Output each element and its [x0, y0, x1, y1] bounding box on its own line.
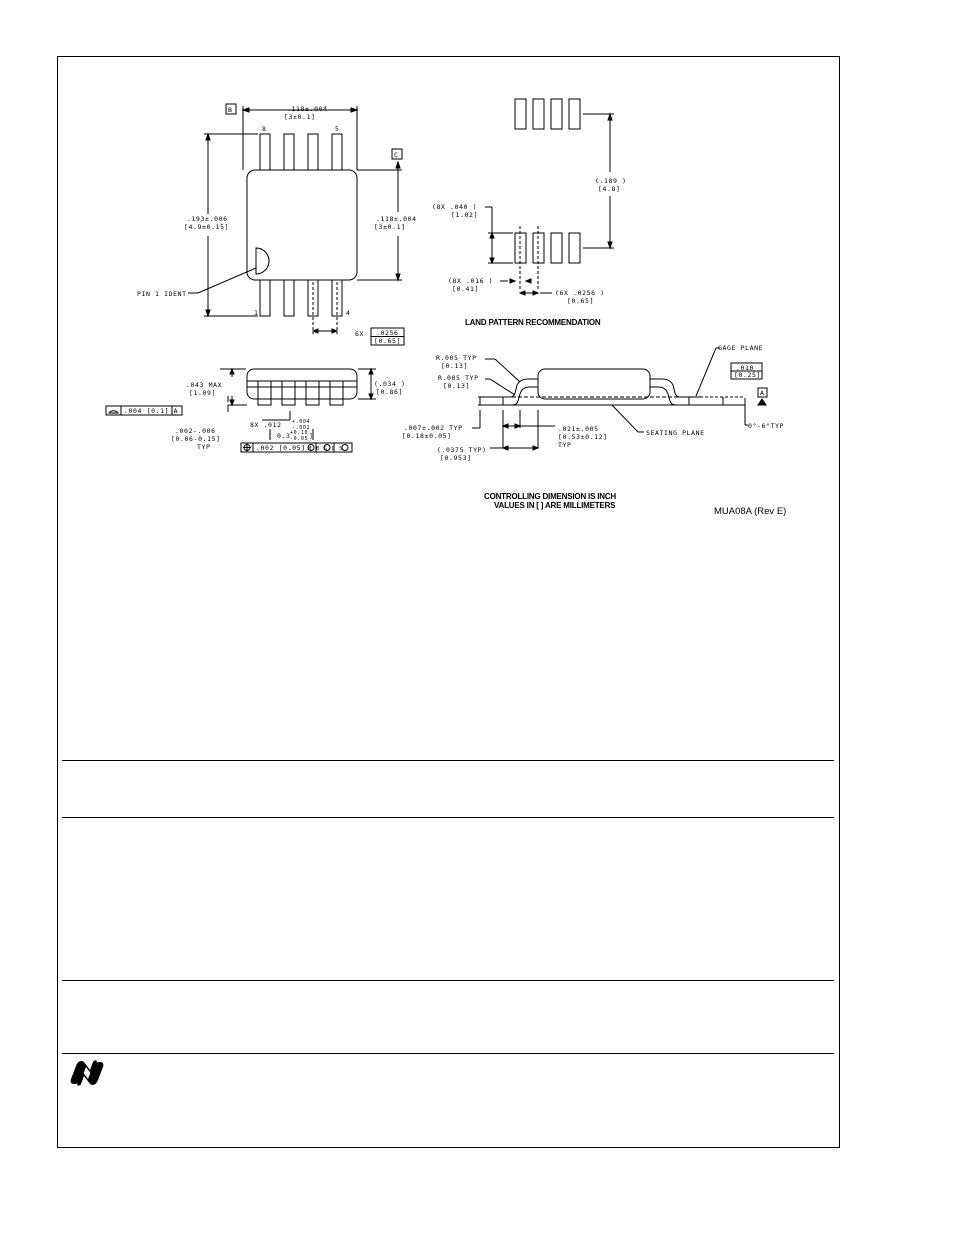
datum-b-label: B	[228, 106, 233, 114]
foot-ref-in: (.0375 TYP)	[437, 446, 487, 454]
width-dim-in: .118±.004	[287, 105, 328, 113]
datum-a-label: A	[760, 389, 765, 397]
lead-bottom-1	[260, 280, 270, 316]
gage-in: .010	[736, 364, 755, 372]
land-pad	[551, 99, 562, 129]
foot-length-typ: TYP	[558, 441, 572, 449]
pin-1-label: 1	[254, 309, 259, 317]
gull-wing-lead-right	[650, 379, 689, 405]
lead-front	[330, 381, 343, 405]
gage-mm: [0.25]	[734, 371, 762, 379]
height-mm: [1.09]	[189, 389, 217, 397]
lead-width-mm-close: ]	[309, 432, 314, 440]
land-pad-w-mm: [0.41]	[452, 285, 480, 293]
standoff-mm: [0.06-0.15]	[171, 435, 221, 443]
lead-front	[282, 381, 295, 405]
lead-thickness-mm: [0.18±0.05]	[402, 432, 452, 440]
land-pitch-in: (6X .0256 )	[555, 289, 605, 297]
datum-c-label: C	[394, 151, 399, 159]
angle-label: 0°-6°TYP	[748, 422, 785, 430]
pin1-ident-mark	[256, 248, 269, 274]
note-controlling-dimension: CONTROLLING DIMENSION IS INCH	[484, 492, 616, 501]
gull-wing-lead-left	[503, 379, 538, 405]
side-view	[472, 348, 767, 450]
package-body-front	[247, 369, 357, 399]
pin-8-label: 8	[262, 125, 267, 133]
land-pad	[569, 233, 580, 263]
lead-front	[306, 381, 319, 405]
drawing-labels	[124, 105, 786, 517]
pin-5-label: 5	[335, 125, 340, 133]
body-height-in: (.034 )	[374, 380, 406, 388]
section-divider	[62, 760, 834, 761]
body-dim-mm: [3±0.1]	[374, 223, 406, 231]
section-divider	[62, 817, 834, 818]
width-dim-mm: [3±0.1]	[284, 113, 316, 121]
lead-top-7	[284, 134, 294, 170]
lead-width-tol-bot: -.002	[292, 425, 311, 431]
standoff-typ: TYP	[197, 443, 211, 451]
drawing-id: MUA08A (Rev E)	[714, 506, 787, 517]
national-semiconductor-logo-icon	[70, 1058, 104, 1088]
lead-top-5	[332, 134, 342, 170]
land-pad	[569, 99, 580, 129]
foot-length-mm: [0.53±0.12]	[558, 433, 608, 441]
land-pad	[551, 233, 562, 263]
land-pad-len-mm: [1.02]	[451, 211, 479, 219]
seating-plane-label: SEATING PLANE	[646, 429, 705, 437]
radius-outer-mm: [0.13]	[441, 362, 469, 370]
package-body-side	[538, 369, 650, 399]
note-millimeters: VALUES IN [ ] ARE MILLIMETERS	[494, 501, 616, 510]
radius-inner: R.005 TYP	[438, 374, 479, 382]
land-span-in: (.189 )	[595, 177, 627, 185]
lead-width-mm-tol-top: +0.10	[290, 430, 309, 436]
land-pattern	[485, 99, 614, 295]
lead-top-6	[308, 134, 318, 170]
length-dim-in: .193±.006	[187, 215, 228, 223]
land-pattern-title: LAND PATTERN RECOMMENDATION	[465, 318, 601, 327]
flatness-tol: .004 [0.1] A	[124, 407, 179, 415]
pin1-ident-label: PIN 1 IDENT	[137, 290, 187, 298]
pitch-count: 6X	[355, 330, 365, 338]
pitch-mm: [0.65]	[374, 337, 402, 345]
foot-ref-mm: [0.953]	[440, 454, 472, 462]
lead-width-mm-tol-bot: -0.05	[290, 436, 309, 442]
section-divider	[62, 1053, 834, 1054]
height-in: .043 MAX	[186, 381, 223, 389]
standoff-in: .002-.006	[175, 427, 216, 435]
lead-width-in: 8X .012	[250, 421, 282, 429]
package-body-top	[247, 170, 357, 280]
lead-front	[258, 381, 271, 405]
gage-plane-label: GAGE PLANE	[718, 344, 764, 352]
land-pad	[515, 99, 526, 129]
body-dim-in: .118±.004	[376, 215, 417, 223]
pitch-in: .0256	[376, 329, 399, 337]
pin-4-label: 4	[346, 309, 351, 317]
land-pitch-mm: [0.65]	[567, 297, 595, 305]
land-pad-w-in: (8X .016 )	[448, 277, 494, 285]
lead-bottom-2	[284, 280, 294, 316]
land-span-mm: [4.8]	[598, 185, 621, 193]
position-tol: .002 [0.05]	[256, 444, 306, 452]
radius-inner-mm: [0.13]	[443, 382, 471, 390]
lead-top-8	[260, 134, 270, 170]
land-pad-len-in: (8X .040 )	[432, 203, 478, 211]
length-dim-mm: [4.9±0.15]	[184, 223, 230, 231]
lead-thickness-in: .007±.002 TYP	[404, 424, 463, 432]
lead-width-tol-top: +.004	[292, 419, 311, 425]
body-height-mm: [0.86]	[376, 388, 404, 396]
section-divider	[62, 980, 834, 981]
radius-outer: R.005 TYP	[436, 354, 477, 362]
land-pad	[533, 99, 544, 129]
position-refs: M B S C S	[308, 446, 344, 452]
foot-length-in: .021±.005	[558, 425, 599, 433]
lead-width-mm: [ 0.3	[268, 432, 291, 440]
